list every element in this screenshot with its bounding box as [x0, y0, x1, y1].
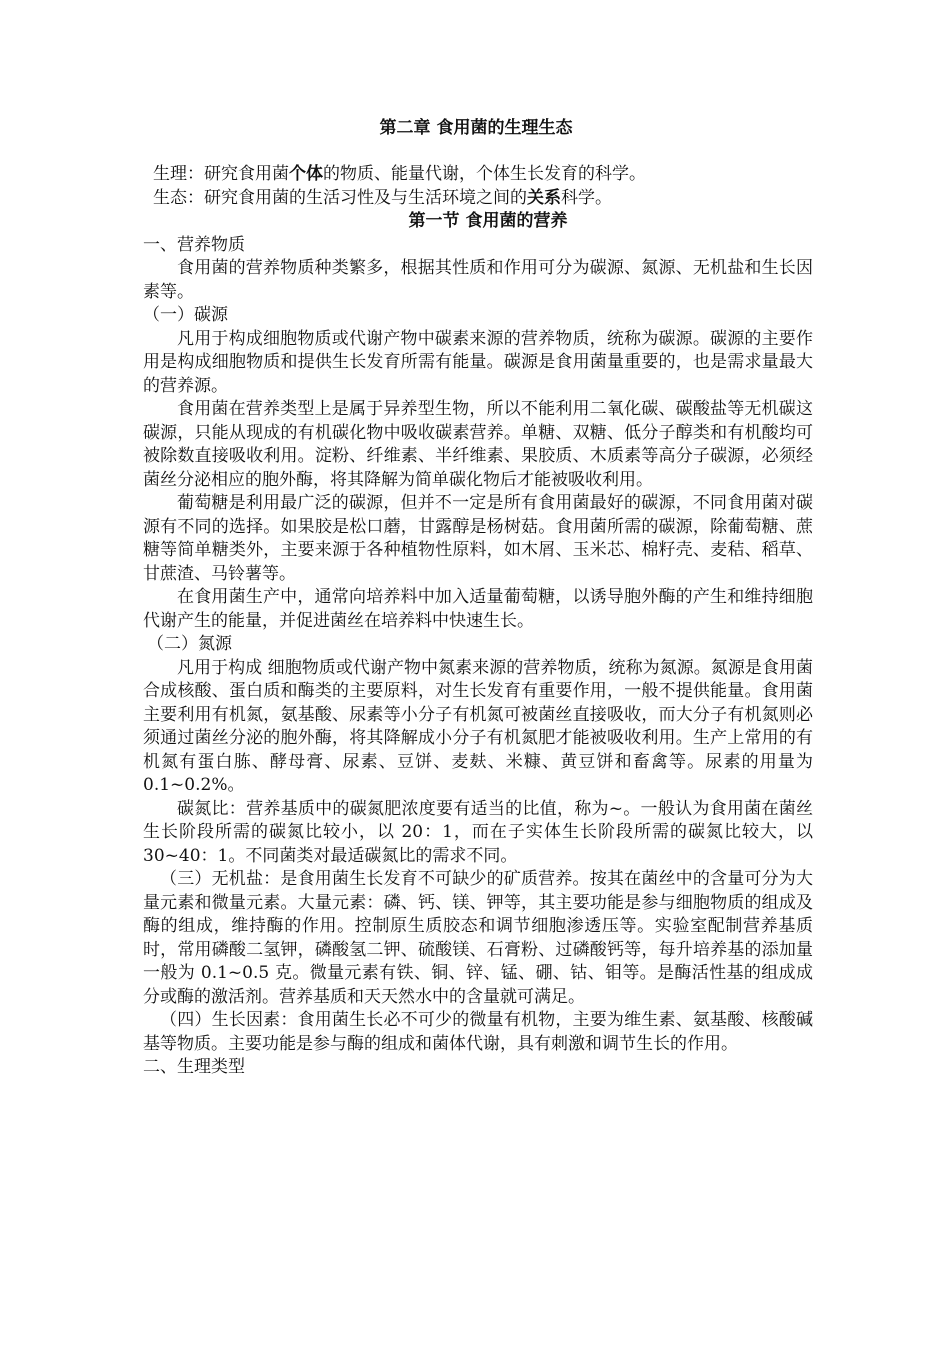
paragraph-growth-factor: （四）生长因素：食用菌生长必不可少的微量有机物，主要为维生素、氨基酸、核酸碱基等物质。主要功能是参与酶的组成和菌体代谢，具有刺激和调节生长的作用。	[143, 1010, 813, 1054]
heading-nutrients: 一、营养物质	[143, 234, 245, 255]
chapter-title: 第二章 食用菌的生理生态	[379, 118, 573, 138]
paragraph-intro: 食用菌的营养物质种类繁多，根据其性质和作用可分为碳源、氮源、无机盐和生长因素等。	[143, 258, 813, 302]
physiology-def-bold: 个体	[289, 164, 323, 184]
ecology-def-bold: 关系	[527, 187, 561, 208]
paragraph-nitrogen-1: 凡用于构成 细胞物质或代谢产物中氮素来源的营养物质，统称为氮源。氮源是食用菌合成核酸、蛋白质和酶类的主要原料，对生长发育有重要作用，一般不提供能量。食用菌主要利用有机氮，氨基酸、尿素等小分子有机氮可被菌丝直接吸收，而大分子有机氮则必须通过菌丝分泌的胞外酶，将其降解成小分子有机氮肥才能被吸收利用。生产上常用的有机氮有蛋白胨、酵母膏、尿素、豆饼、麦麸、米糠、黄豆饼和畜禽等。尿素的用量为 0.1~0.2%。	[143, 657, 813, 795]
paragraph-carbon-2: 食用菌在营养类型上是属于异养型生物，所以不能利用二氧化碳、碳酸盐等无机碳这碳源，只能从现成的有机碳化物中吸收碳素营养。单糖、双糖、低分子醇类和有机酸均可被除数直接吸收利用。淀粉、纤维素、半纤维素、果胶质、木质素等高分子碳源，必须经菌丝分泌相应的胞外酶，将其降解为简单碳化物后才能被吸收利用。	[143, 399, 813, 490]
paragraph-carbon-1: 凡用于构成细胞物质或代谢产物中碳素来源的营养物质，统称为碳源。碳源的主要作用是构成细胞物质和提供生长发育所需有能量。碳源是食用菌量重要的，也是需求量最大的营养源。	[143, 328, 813, 396]
ecology-def-text-end: 科学。	[561, 187, 612, 208]
ecology-def-text: 生态：研究食用菌的生活习性及与生活环境之间的	[153, 187, 527, 208]
subheading-nitrogen: （二）氮源	[147, 634, 232, 654]
paragraph-nitrogen-2: 碳氮比：营养基质中的碳氮肥浓度要有适当的比值，称为~。一般认为食用菌在菌丝生长阶段所需的碳氮比较小，以 20：1，而在子实体生长阶段所需的碳氮比较大，以 30~40：1。不同菌类对最适碳氮比的需求不同。	[143, 798, 813, 866]
section-title: 第一节 食用菌的营养	[408, 211, 568, 231]
heading-physiological-types: 二、生理类型	[143, 1057, 245, 1077]
physiology-definition	[143, 163, 813, 187]
paragraph-carbon-4: 在食用菌生产中，通常向培养料中加入适量葡萄糖，以诱导胞外酶的产生和维持细胞代谢产生的能量，并促进菌丝在培养料中快速生长。	[143, 587, 813, 631]
paragraph-mineral: （三）无机盐：是食用菌生长发育不可缺少的矿质营养。按其在菌丝中的含量可分为大量元素和微量元素。大量元素：磷、钙、镁、钾等，其主要功能是参与细胞物质的组成及酶的组成，维持酶的作用。控制原生质胶态和调节细胞渗透压等。实验室配制营养基质时，常用磷酸二氢钾，磷酸氢二钾、硫酸镁、石膏粉、过磷酸钙等，每升培养基的添加量一般为 0.1~0.5 克。微量元素有铁、铜、锌、锰、硼、钴、钼等。是酶活性基的组成成分或酶的激活剂。营养基质和天天然水中的含量就可满足。	[143, 869, 813, 1007]
physiology-def-text-end: 的物质、能量代谢，个体生长发育的科学。	[323, 164, 646, 184]
subheading-carbon: （一）碳源	[143, 305, 228, 325]
ecology-definition	[143, 187, 813, 211]
physiology-def-text: 生理：研究食用菌	[153, 164, 289, 184]
paragraph-carbon-3: 葡萄糖是利用最广泛的碳源，但并不一定是所有食用菌最好的碳源，不同食用菌对碳源有不同的选择。如果胶是松口蘑，甘露醇是杨树菇。食用菌所需的碳源，除葡萄糖、蔗糖等简单糖类外，主要来源于各种植物性原料，如木屑、玉米芯、棉籽壳、麦秸、稻草、甘蔗渣、马铃薯等。	[143, 493, 813, 584]
document-body	[143, 163, 813, 1080]
